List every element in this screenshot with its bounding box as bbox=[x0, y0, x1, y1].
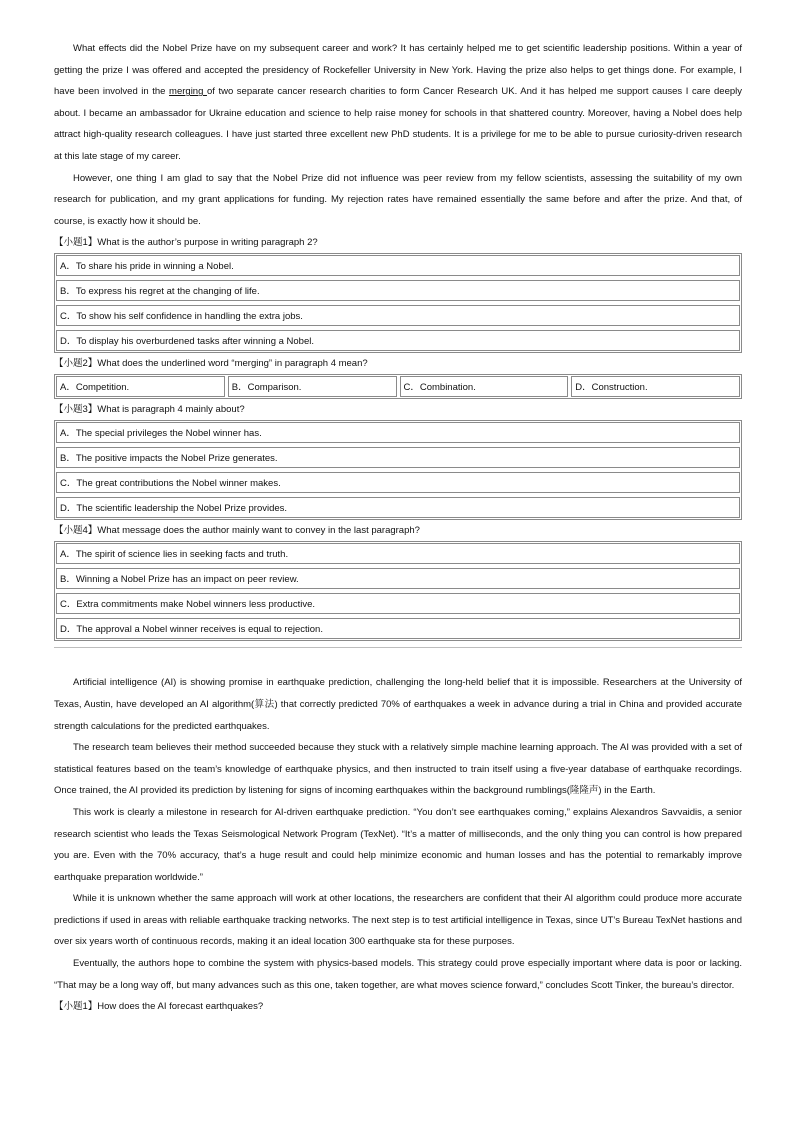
passage2-paragraph-4: While it is unknown whether the same approach will work at other locations, the researchers are confident that their AI algorithm could produce more accurate predictions if used in areas with reliable earthquake tracking networks. The next step is to test artificial intelligence in Texas, since UT’s Bureau TexNet hastions and over six years worth of continuous records, making it an ideal location 300 earthquake sta for these purposes. bbox=[54, 893, 742, 948]
option-b[interactable]: B．To express his regret at the changing of life. bbox=[56, 280, 740, 301]
option-a[interactable]: A．To share his pride in winning a Nobel. bbox=[56, 255, 740, 276]
option-a[interactable]: A．The special privileges the Nobel winner has. bbox=[56, 422, 740, 443]
passage2-paragraph-3: This work is clearly a milestone in research for AI-driven earthquake prediction. “You don’t see earthquakes coming,” explains Alexandros Savvaidis, a senior research scientist who leads the Texas Seismological Network Program (TexNet). “It’s a matter of milliseconds, and the only thing you can control is how prepared you are. Even with the 70% accuracy, that’s a huge result and could help minimize economic and human losses and has the potential to remarkably improve earthquake preparation worldwide.” bbox=[54, 806, 742, 883]
passage2-paragraph-5: Eventually, the authors hope to combine the system with physics-based models. This strategy could prove especially important where data is poor or lacking. “That may be a long way off, but many advances such as this one, taken together, are what moves science forward,” concludes Scott Tinker, the bureau’s director. bbox=[54, 958, 742, 991]
document-page bbox=[54, 38, 742, 1017]
option-b[interactable]: B．Comparison. bbox=[228, 376, 397, 397]
option-a[interactable]: A．The spirit of science lies in seeking facts and truth. bbox=[56, 543, 740, 564]
option-c[interactable]: C．The great contributions the Nobel winner makes. bbox=[56, 472, 740, 493]
question-4-options bbox=[54, 541, 742, 641]
text-span: of two separate cancer research charities to form Cancer Research UK. And it has helped me support causes I care deeply about. I became an ambassador for Ukraine education and science to help raise money for schools in that shattered country. Moreover, having a Nobel does help attract high-quality research colleagues. I have just started three excellent new PhD students. It is a privilege for me to be able to pursue curiosity-driven research at this late stage of my career. bbox=[54, 86, 742, 162]
question-4-stem: 【小题4】What message does the author mainly want to convey in the last paragraph? bbox=[54, 525, 420, 537]
option-a[interactable]: A．Competition. bbox=[56, 376, 225, 397]
question-2-options bbox=[54, 374, 742, 399]
option-d[interactable]: D．The approval a Nobel winner receives is equal to rejection. bbox=[56, 618, 740, 639]
question-2-stem: 【小题2】What does the underlined word “merging” in paragraph 4 mean? bbox=[54, 358, 368, 370]
passage1-paragraph-4: However, one thing I am glad to say that the Nobel Prize did not influence was peer review from my fellow scientists, assessing the suitability of my own research for publication, and my grant applications for funding. My rejection rates have remained essentially the same before and after the prize. And that, of course, is exactly how it should be. bbox=[54, 172, 742, 227]
passage2-paragraph-1: Artificial intelligence (AI) is showing promise in earthquake prediction, challenging the long-held belief that it is impossible. Researchers at the University of Texas, Austin, have developed an AI algorithm(算法) that correctly predicted 70% of earthquakes a week in advance during a trial in China and provided accurate strength calculations for the predicted earthquakes. bbox=[54, 677, 742, 732]
option-c[interactable]: C．Combination. bbox=[400, 376, 569, 397]
passage2-paragraph-2: The research team believes their method succeeded because they stuck with a relatively simple machine learning approach. The AI was provided with a set of statistical features based on the team’s knowledge of earthquake physics, and then instructed to train itself using a five-year database of earthquake recordings. Once trained, the AI provided its prediction by listening for signs of incoming earthquakes within the background rumblings(隆隆声) in the Earth. bbox=[54, 742, 742, 797]
question-3-options bbox=[54, 420, 742, 520]
option-d[interactable]: D．To display his overburdened tasks after winning a Nobel. bbox=[56, 330, 740, 351]
option-d[interactable]: D．The scientific leadership the Nobel Prize provides. bbox=[56, 497, 740, 518]
option-b[interactable]: B．Winning a Nobel Prize has an impact on peer review. bbox=[56, 568, 740, 589]
question-1-stem: 【小题1】What is the author’s purpose in writing paragraph 2? bbox=[54, 237, 318, 249]
question-1-options bbox=[54, 253, 742, 353]
underlined-word-merging: merging bbox=[169, 86, 207, 98]
option-b[interactable]: B．The positive impacts the Nobel Prize generates. bbox=[56, 447, 740, 468]
option-c[interactable]: C．Extra commitments make Nobel winners less productive. bbox=[56, 593, 740, 614]
passage1-paragraph-3 bbox=[54, 38, 742, 168]
spacer bbox=[54, 648, 742, 672]
text-span: What effects did the Nobel Prize have on my subsequent career and work? It has certainly helped me to get scientific leadership positions. Within a year of getting the prize I was offered and accepted the presidency of Rockefeller University in New York. Having the prize also helps to get things done. For example, I have been involved in the bbox=[54, 43, 742, 98]
question-3-stem: 【小题3】What is paragraph 4 mainly about? bbox=[54, 404, 245, 416]
option-d[interactable]: D．Construction. bbox=[571, 376, 740, 397]
passage2-question-1-stem: 【小题1】How does the AI forecast earthquakes? bbox=[54, 1001, 264, 1013]
option-c[interactable]: C．To show his self confidence in handling the extra jobs. bbox=[56, 305, 740, 326]
